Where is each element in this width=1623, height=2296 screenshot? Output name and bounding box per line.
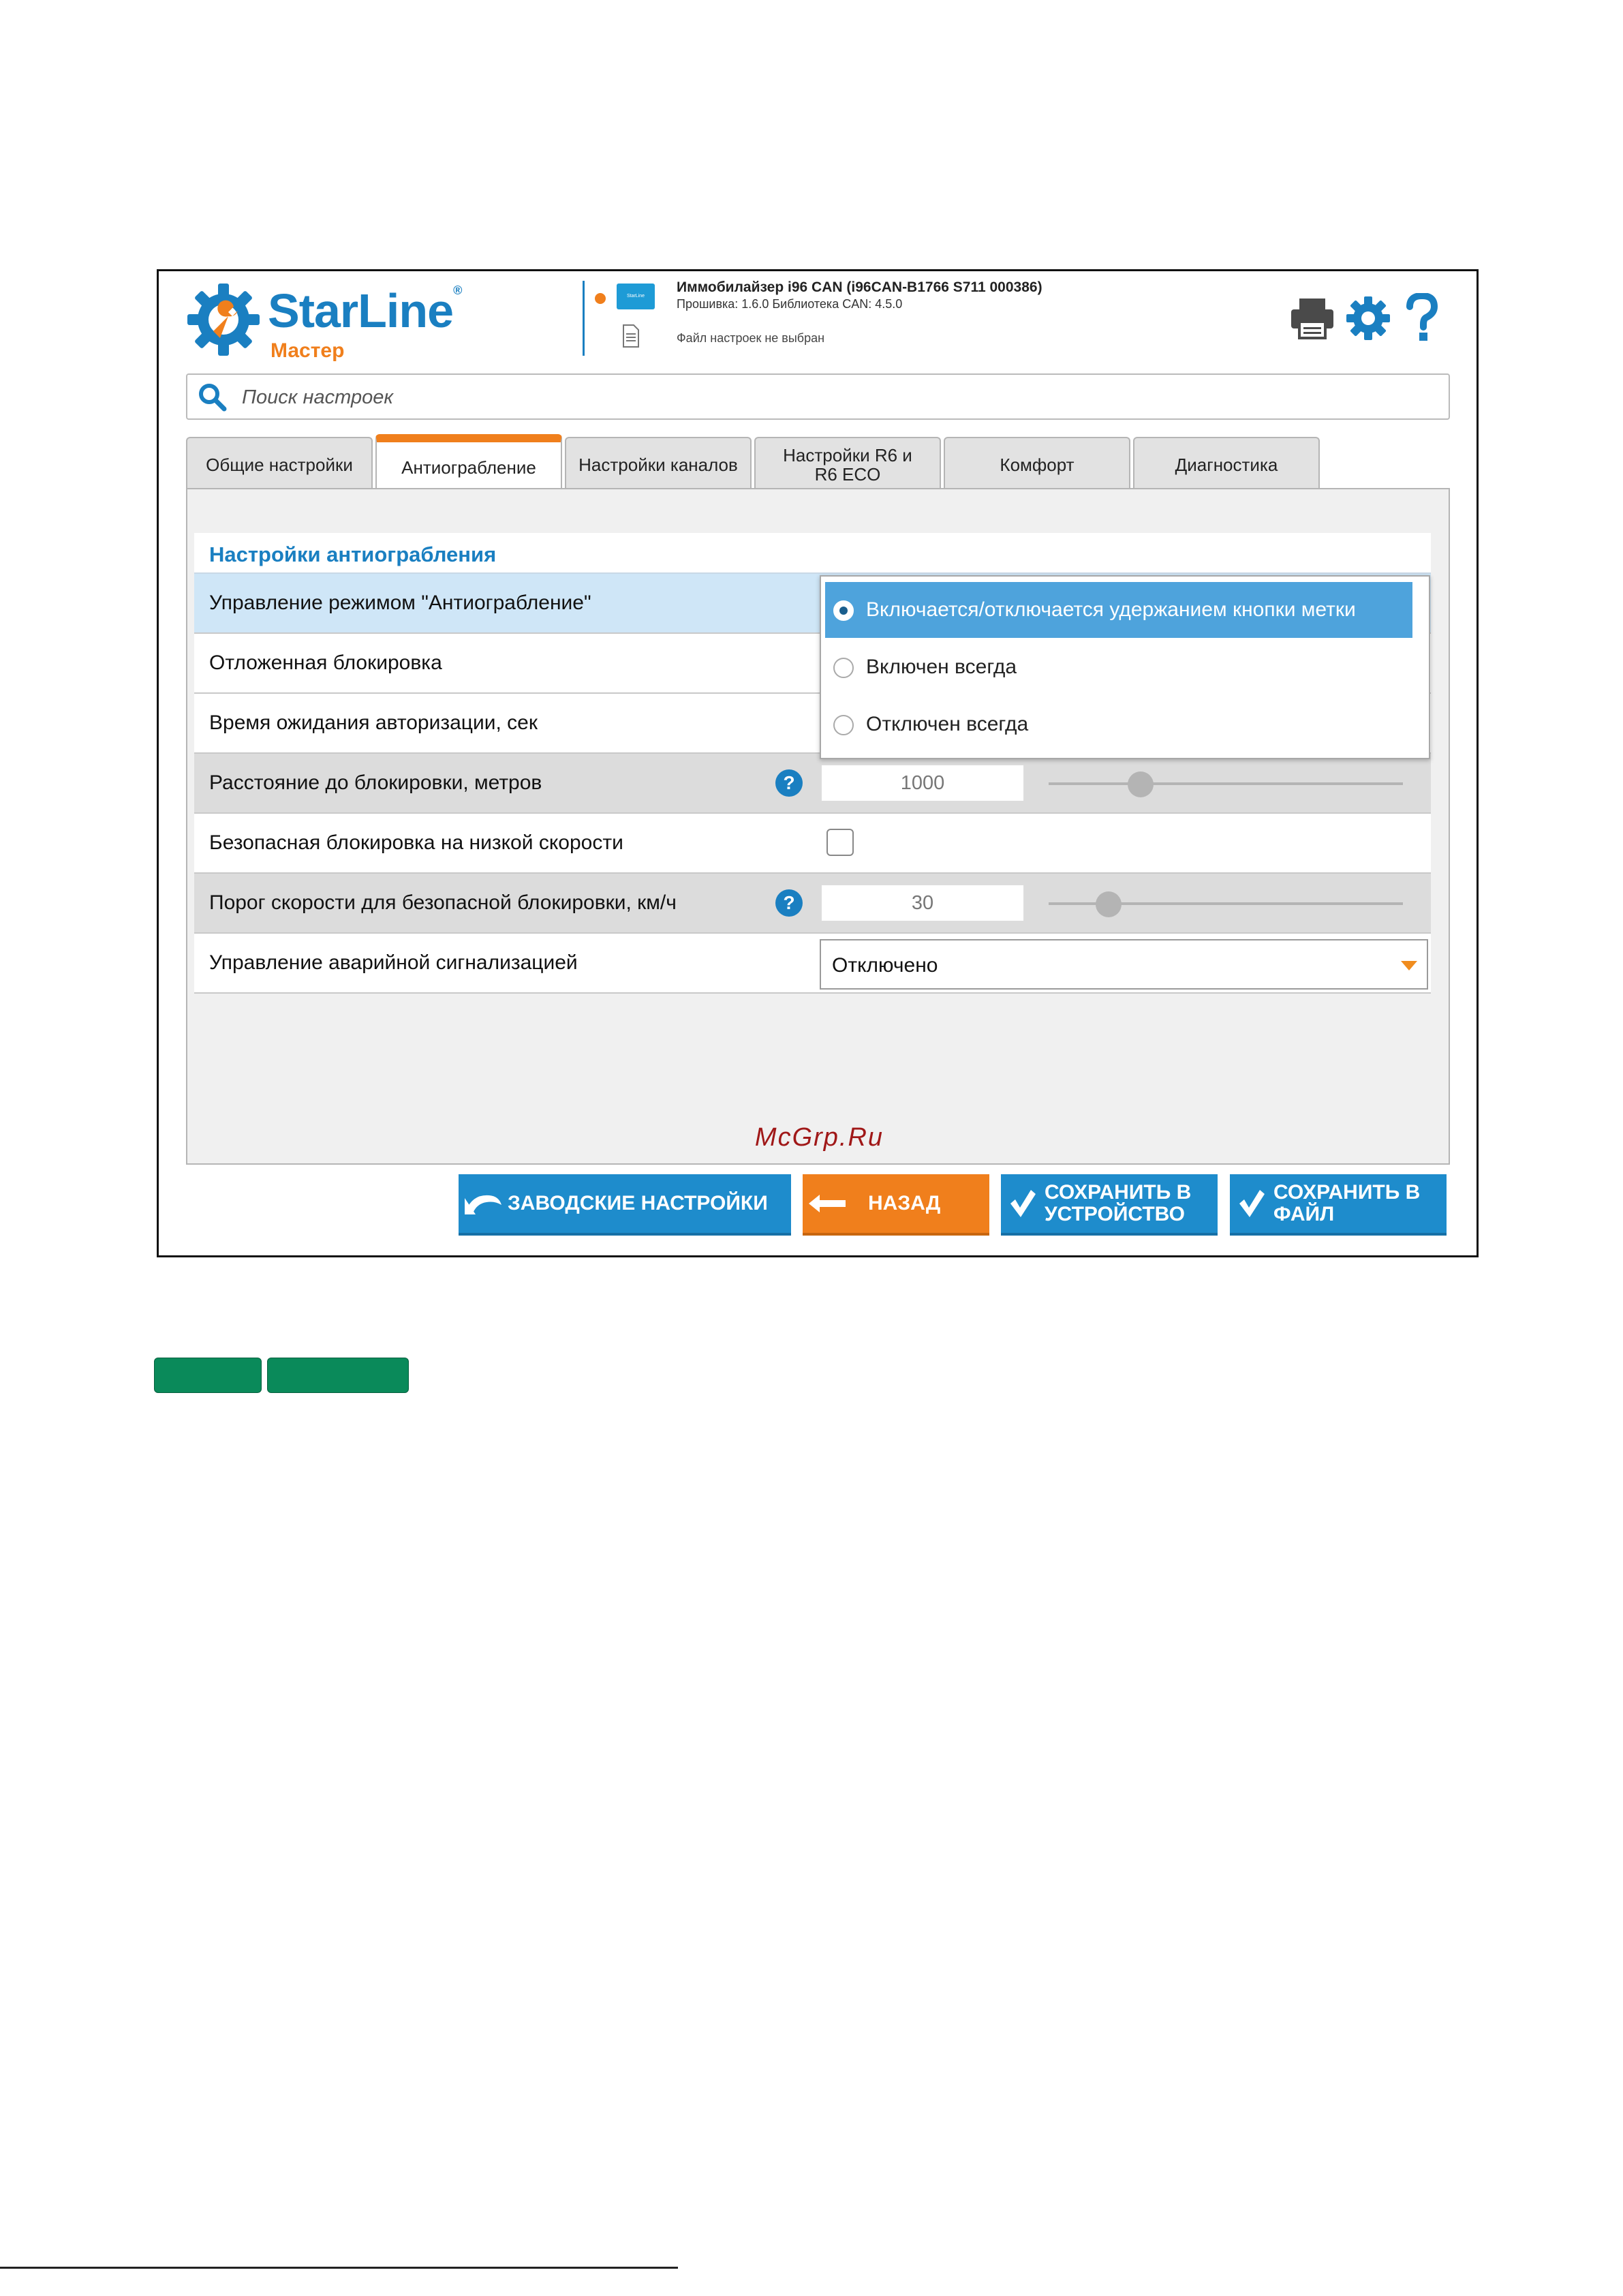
setting-label: Порог скорости для безопасной блокировки, км/ч	[209, 891, 677, 914]
setting-row-speed-threshold	[194, 874, 1431, 934]
watermark: McGrp.Ru	[754, 1123, 884, 1152]
document-icon	[622, 324, 640, 348]
setting-row-safe-lock-low-speed	[194, 814, 1431, 874]
setting-label: Безопасная блокировка на низкой скорости	[209, 831, 623, 854]
search-input[interactable]	[241, 383, 1402, 412]
settings-gear-icon[interactable]	[1346, 296, 1391, 341]
help-icon[interactable]	[775, 769, 803, 797]
logo-subtitle: Мастер	[270, 339, 345, 362]
dropdown-option[interactable]: Включен всегда	[825, 639, 1412, 695]
search-icon	[197, 382, 228, 413]
radio-button[interactable]	[833, 600, 854, 621]
tab-r6-settings[interactable]: Настройки R6 и R6 ECO	[754, 437, 941, 491]
svg-text:?: ?	[783, 772, 795, 793]
setting-label: Расстояние до блокировки, метров	[209, 771, 542, 794]
setting-label: Управление аварийной сигнализацией	[209, 951, 578, 974]
speed-threshold-input[interactable]: 30	[821, 885, 1024, 921]
footer-divider	[0, 2267, 678, 2269]
hazard-control-select[interactable]	[820, 939, 1428, 990]
radio-button[interactable]	[833, 715, 854, 735]
checkmark-icon	[1230, 1176, 1273, 1231]
setting-row-hazard-control	[194, 934, 1431, 994]
tab-comfort[interactable]: Комфорт	[944, 437, 1130, 491]
setting-label: Управление режимом "Антиограбление"	[209, 592, 591, 614]
back-button[interactable]: НАЗАД	[803, 1174, 989, 1236]
settings-panel	[186, 488, 1450, 1165]
tab-anti-hijack[interactable]: Антиограбление	[375, 434, 562, 493]
logo-title: StarLine®	[268, 284, 462, 337]
device-firmware: Прошивка: 1.6.0 Библиотека CAN: 4.5.0	[677, 297, 903, 311]
section-header	[194, 533, 1431, 574]
chevron-down-icon	[1401, 961, 1417, 970]
tab-channel-settings[interactable]: Настройки каналов	[565, 437, 752, 491]
settings-file-status: Файл настроек не выбран	[677, 331, 825, 345]
search-bar[interactable]	[186, 373, 1450, 420]
dropdown-option[interactable]: Включается/отключается удержанием кнопки метки	[825, 582, 1412, 638]
radio-button[interactable]	[833, 658, 854, 678]
green-badge	[154, 1358, 262, 1393]
save-to-device-button[interactable]: СОХРАНИТЬ В УСТРОЙСТВО	[1001, 1174, 1218, 1236]
header-divider	[583, 281, 585, 356]
safe-lock-checkbox[interactable]	[826, 829, 854, 856]
print-icon[interactable]	[1290, 297, 1335, 339]
lock-distance-slider-track[interactable]	[1049, 782, 1403, 785]
setting-label: Время ожидания авторизации, сек	[209, 711, 538, 734]
green-badge	[267, 1358, 409, 1393]
starline-gear-logo-icon	[186, 282, 261, 357]
section-title: Настройки антиограбления	[209, 542, 497, 566]
dropdown-option[interactable]: Отключен всегда	[825, 697, 1412, 752]
setting-row-lock-distance	[194, 754, 1431, 814]
undo-arrow-icon	[459, 1176, 508, 1231]
device-image: StarLine	[617, 284, 655, 309]
anti-hijack-mode-dropdown	[820, 575, 1430, 759]
checkmark-icon	[1001, 1176, 1045, 1231]
factory-settings-button[interactable]: ЗАВОДСКИЕ НАСТРОЙКИ	[459, 1174, 791, 1236]
lock-distance-input[interactable]: 1000	[821, 765, 1024, 801]
tab-general-settings[interactable]: Общие настройки	[186, 437, 373, 491]
arrow-left-icon	[803, 1176, 852, 1231]
connection-status-dot	[595, 293, 606, 304]
help-question-icon[interactable]	[1404, 293, 1440, 342]
select-value: Отключено	[832, 954, 938, 977]
lock-distance-slider-thumb[interactable]	[1128, 771, 1154, 797]
svg-text:?: ?	[783, 892, 795, 913]
save-to-file-button[interactable]: СОХРАНИТЬ В ФАЙЛ	[1230, 1174, 1447, 1236]
help-icon[interactable]	[775, 889, 803, 917]
setting-label: Отложенная блокировка	[209, 652, 442, 674]
device-name: Иммобилайзер i96 CAN (i96CAN-B1766 S711 000386)	[677, 279, 1042, 295]
tab-diagnostics[interactable]: Диагностика	[1133, 437, 1320, 491]
app-window	[157, 269, 1479, 1257]
speed-threshold-slider-thumb[interactable]	[1096, 891, 1122, 917]
